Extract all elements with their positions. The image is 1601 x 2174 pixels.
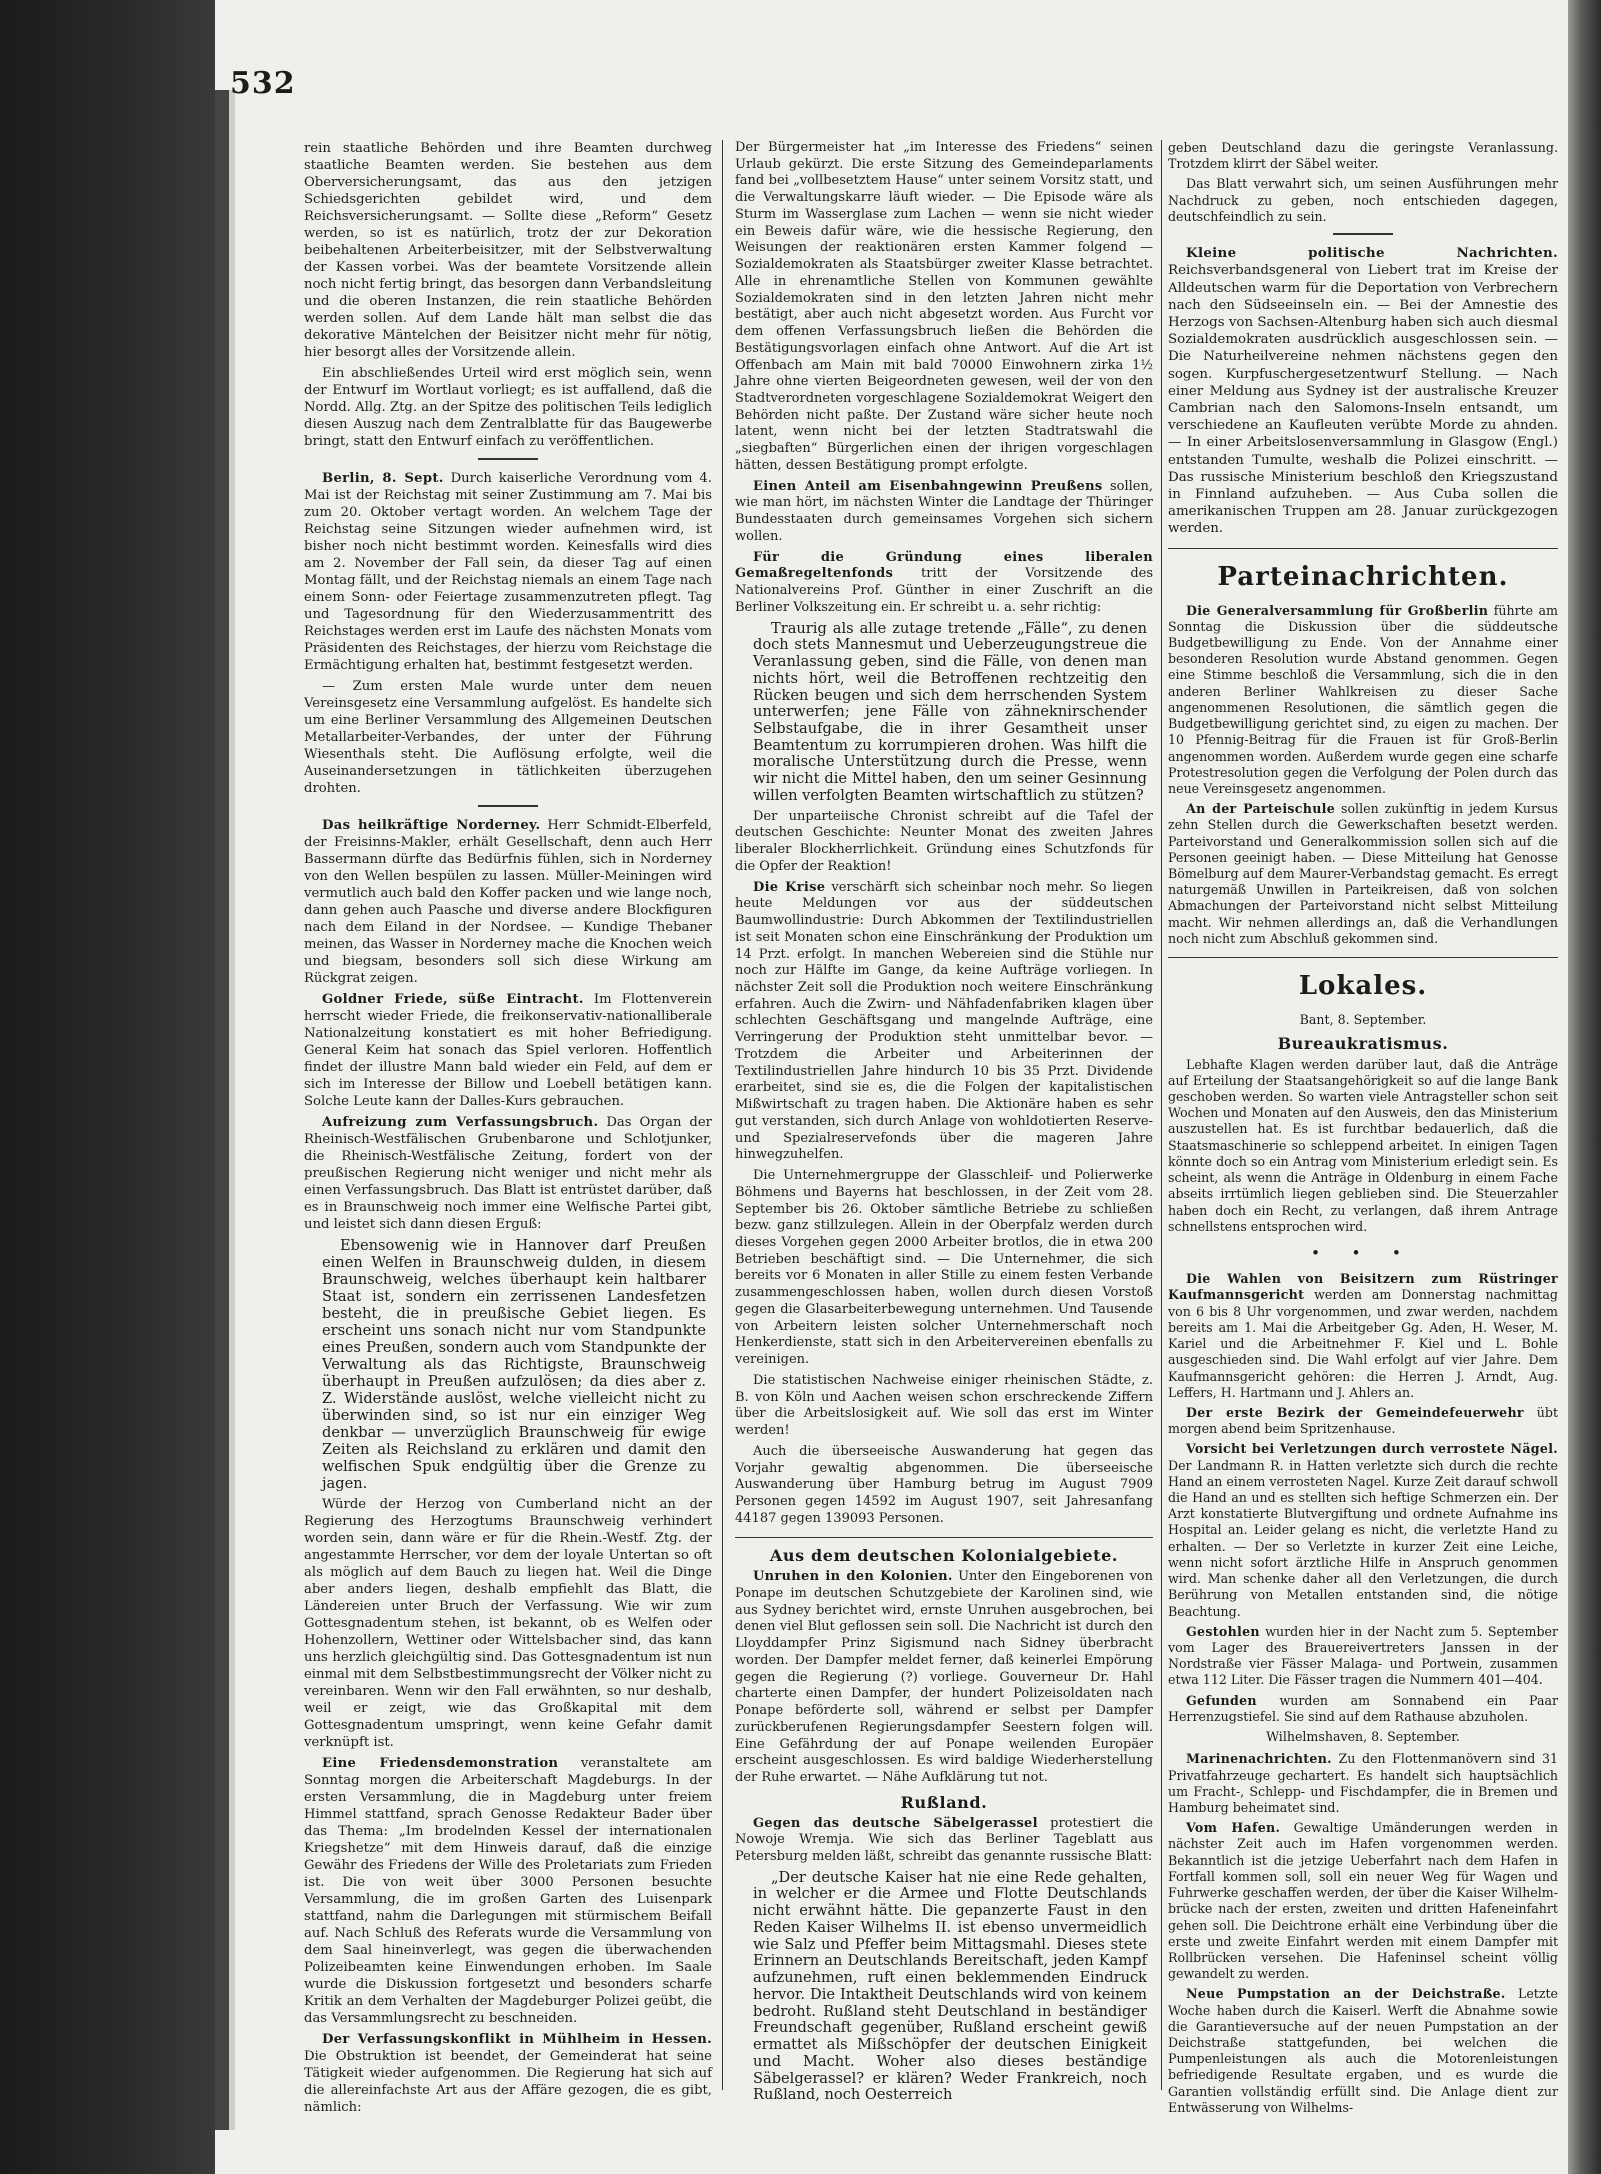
item-text: wurden hier in der Nacht zum 5. September vom Lager des Brauereivertreters Janssen in der Nordstraße vier Fässer Malaga- und Portwein, zusammen etwa 112 Liter. Die Fässer tragen die Nummern 401—404. (1168, 1623, 1558, 1688)
item-lead: Vorsicht bei Verletzungen durch verrostete Nägel. (1186, 1441, 1558, 1457)
item-lead: Gegen das deutsche Säbelgerassel (753, 1815, 1038, 1831)
news-item-wahlen (1168, 1271, 1558, 1401)
item-lead: Aufreizung zum Verfassungsbruch. (322, 1115, 599, 1130)
article-text: Ein abschließendes Urteil wird erst möglich sein, wenn der Entwurf im Wortlaut vorliegt; es ist auffallend, daß die Nordd. Allg. Ztg. an der Spitze des politischen Teils lediglich diesen Auszug nach dem Zentralblatte für das Baugewerbe bringt, statt den Entwurf einfach zu veröffentlichen. (304, 366, 712, 449)
item-text: veranstaltete am Sonntag morgen die Arbeiterschaft Magdeburgs. In der ersten Versammlung, die in Magdeburg unter freiem Himmel stattfand, sprach Genosse Redakteur Bader über das Thema: „Im brodelnden Kessel der internationalen Kriegshetze“ mit dem Hinweis darauf, daß die einzige Gewähr des Friedens der Wille des Proletariats zum Frieden ist. Die von weit über 3000 Personen besuchte Versammlung, die im großen Garten des Luisenpark stattfand, nahm die Darlegungen mit stürmischem Beifall auf. Nach Schluß des Referats wurde die Versammlung von dem Saal hineinverlegt, was gegen die überwachenden Polizeibeamten keine Einwendungen erhoben. Im Saale wurde die Diskussion fortgesetzt und besonders scharfe Kritik an dem Verhalten der Magdeburger Polizei geübt, die das Versammlungsrecht zu beschneiden. (304, 1756, 712, 2026)
column-1 (304, 140, 712, 2120)
item-text: sollen, wie man hört, im nächsten Winter die Landtage der Thüringer Bundesstaaten durch gemeinsames Vorgehen sich sichern wollen. (735, 478, 1153, 544)
separator (1333, 233, 1393, 235)
news-item-naegel (1168, 1441, 1558, 1619)
separator (735, 1537, 1153, 1538)
item-text: Unter den Eingeborenen von Ponape im deutschen Schutzgebiete der Karolinen sind, wie aus Sydney berichtet wird, ernste Unruhen ausgebrochen, bei denen viel Blut geflossen sein soll. Die Nachricht ist durch den Lloyddampfer Prinz Sigismund nach Sidney überbracht worden. Der Dampfer meldet ferner, daß keinerlei Empörung gegen die Regierung (?) vorliege. Gouverneur Dr. Hahl charterte einen Dampfer, der hundert Polizeisoldaten nach Ponape beförderte soll, während er selbst per Dampfer zurückberufenen Regierungsdampfer Seestern folgen will. Eine Gefährdung der auf Ponape weilenden Europäer erscheint ausgeschlossen. Es wird baldige Wiederherstellung der Ruhe erwartet. — Nähe Aufklärung tut not. (735, 1569, 1153, 1786)
item-lead: Neue Pumpstation an der Deichstraße. (1186, 1986, 1506, 2002)
news-item-bezirk (1168, 1405, 1558, 1437)
separator (478, 458, 538, 460)
separator (478, 805, 538, 807)
news-item-anteil (735, 479, 1153, 546)
item-text: Durch kaiserliche Verordnung vom 4. Mai ist der Reichstag mit seiner Zustimmung am 7. Mai bis zum 20. Oktober vertagt worden. An welchem Tage der Reichstag seine Sitzungen wieder aufnehmen wird, ist bisher noch nicht bestimmt worden. Keinesfalls wird dies am 2. November der Fall sein, da dieser Tag auf einen Montag fällt, und der Reichstag niemals an einem Tage nach einem Sonn- oder Feiertage zusammenzutreten pflegt. Tag und Tagesordnung für den Wiederzusammentritt des Reichstages werden erst im Laufe des nächsten Monats vom Präsidenten des Reichstages, der hierzu vom Reichstage die Ermächtigung erhalten hat, bestimmt festgesetzt werden. (304, 471, 712, 673)
news-item-hafen (1168, 1820, 1558, 1982)
news-item-schule (1168, 801, 1558, 947)
news-item-pumpstation (1168, 1986, 1558, 2116)
column-rule-2 (1161, 140, 1162, 2090)
item-lead: Die Krise (753, 879, 826, 895)
article-text: — Zum ersten Male wurde unter dem neuen Vereinsgesetz eine Versammlung aufgelöst. Es handelte sich um eine Berliner Versammlung des Allgemeinen Deutschen Metallarbeiter-Verbandes, der unter der Führung Wiesenthals steht. Die Auflösung erfolgte, weil die Auseinandersetzungen in tätlichkeiten überzugehen drohten. (304, 679, 712, 796)
news-item-kleine (1168, 245, 1558, 537)
item-lead: Der erste Bezirk der Gemeindefeuerwehr (1186, 1404, 1524, 1420)
book-spine (215, 90, 229, 2130)
item-lead: Die Wahlen von Beisitzern zum Rüstringer Kaufmannsgericht (1168, 1271, 1558, 1303)
item-lead: Gestohlen (1186, 1623, 1260, 1639)
dateline-bant: Bant, 8. September. (1299, 1012, 1427, 1028)
item-text: Gewaltige Umänderungen werden in nächster Zeit auch im Hafen vorgenommen werden. Bekanntlich ist die jetzige Ueberfahrt nach dem Hafen in Fortfall kommen soll, soll ein neuer Weg für Wagen und Fuhrwerke geschaffen werden, der über die Kaiser Wilhelm-brücke nach der ersten, zweiten und dritten Hafeneinfahrt gehen soll. Die Deichtrone erhält eine Verbindung über die erste und zweite Einfahrt werden mit einem Dampfer mit Rollbrücken versehen. Die Hafeninsel scheint völlig gewandelt zu werden. (1168, 1820, 1558, 1982)
news-item-aufreizung (304, 1114, 712, 1233)
quote: Traurig als alle zutage tretende „Fälle“, zu denen doch stets Mannesmut und Ueberzeugungstreue die Veranlassung geben, sind die Fälle, von denen man nichts hört, weil die Betroffenen rechtzeitig den Rücken beugen und sich dem herrschenden System unterwerfen; jene Fälle von zähneknirschender Selbstaufgabe, die in ihrer Gesamtheit unser Beamtentum zu korrumpieren drohen. Was hilft die moralische Unterstützung durch die Presse, wenn wir nicht die Mittel haben, den um seiner Gesinnung willen verfolgten Beamten wirtschaftlich zu stützen? (753, 619, 1147, 804)
item-lead: Für die Gründung eines liberalen Gemaßregeltenfonds (735, 549, 1153, 582)
news-item-marine (1168, 1751, 1558, 1816)
article-text: Der unparteiische Chronist schreibt auf die Tafel der deutschen Geschichte: Neunter Monat des zweiten Jahres liberaler Blockherrlichkeit. Gründung eines Schutzfonds für die Opfer der Reaktion! (735, 808, 1153, 874)
news-item-friede (304, 991, 712, 1110)
column-2 (735, 140, 1153, 2108)
item-text: Im Flottenverein herrscht wieder Friede, die freikonservativ-nationalliberale Nationalzeitung konstatiert es mit hoher Befriedigung. General Keim hat sonach das Spiel verloren. Hoffentlich findet der illustre Mann bald wieder ein Feld, auf dem er sich im Interesse der Billow und Loebell betätigen kann. Solche Leute kann der Dalles-Kurs gebrauchen. (304, 992, 712, 1109)
item-lead: Marinenachrichten. (1186, 1751, 1332, 1767)
item-text: Reichsverbandsgeneral von Liebert trat im Kreise der Alldeutschen warm für die Deportation von Verbrechern nach den Südseeinseln ein. — Bei der Amnestie des Herzogs von Sachsen-Altenburg haben sich auch diesmal Sozialdemokraten ausdrücklich ausgeschlossen sein. — Die Naturheilvereine nehmen nächstens gegen den sogen. Kurpfuschergesetzentwurf Stellung. — Nach einer Meldung aus Sydney ist der australische Kreuzer Cambrian nach den Salomons-Inseln entsandt, um verschiedene an Kaufleuten verübte Morde zu ahnden. — In einer Arbeitslosenversammlung in Glasgow (Engl.) entstanden Tumulte, weshalb die Polizei einschritt. — Das russische Ministerium beschloß den Kriegszustand in Finnland aufzuheben. — Aus Cuba sollen die amerikanischen Truppen am 28. Januar zurückgezogen werden. (1168, 263, 1558, 537)
article-text: rein staatliche Behörden und ihre Beamten durchweg staatliche Beamten werden. Sie bestehen aus dem Oberversicherungsamt, das aus den jetzigen Schiedsgerichten gebildet wird, und dem Reichsversicherungsamt. — Sollte diese „Reform“ Gesetz werden, so ist es natürlich, trotz der zur Dekoration beibehaltenen Arbeiterbeisitzer, mit der Selbstverwaltung der Kassen vorbei. Was der beamtete Vorsitzende allein noch nicht fertig bringt, das besorgen dann Verbandsleitung und die oberen Instanzen, die rein staatliche Behörden werden sollen. Auf dem Lande hält man selbst die das dekorative Mäntelchen der Beisitzer nicht mehr für nötig, hier besorgt alles der Vorsitzende allein. (304, 141, 712, 360)
article-text: Lebhafte Klagen werden darüber laut, daß die Anträge auf Erteilung der Staatsangehörigkeit so auf die lange Bank geschoben werden. So warten viele Antragsteller schon seit Wochen und Monaten auf den Ausweis, den das Ministerium auszustellen hat. Es ist furchtbar bedauerlich, daß die Staatsmaschinerie so schleppend arbeitet. In einigen Tagen könnte doch so ein Antrag vom Ministerium erledigt sein. Es scheint, als wenn die Anträge in Oldenburg in einem Fache abseits irrtümlich liegen geblieben sind. Die Steuerzahler haben doch ein Recht, zu verlangen, daß ihrem Antrage schnellstens entsprochen wird. (1168, 1056, 1558, 1234)
item-text: Letzte Woche haben durch die Kaiserl. Werft die Abnahme sowie die Garantieversuche auf der neuen Pumpstation an der Deichstraße stattgefunden, bei welchen die Pumpenleistungen als auch die Motorenleistungen befriedigende Resultate ergaben, und es wurde die Garantien vollständig erfüllt sind. Die Anlage dient zur Entwässerung von Wilhelms- (1168, 1986, 1558, 2115)
item-text: Herr Schmidt-Elberfeld, der Freisinns-Makler, erhält Gesellschaft, denn auch Herr Bassermann dürfte das Bedürfnis fühlen, sich in Norderney von den Wellen bespülen zu lassen. Müller-Meiningen wird vermutlich auch bald den Koffer packen und wie lange noch, dann gehen auch Paasche und diverse andere Blockfiguren nach dem Eiland in der Nordsee. — Kundige Thebaner meinen, das Wasser in Norderney mache die Knochen weich und biegsam, besonders soll sich diese Wirkung am Rückgrat zeigen. (304, 818, 712, 986)
item-lead: Der Verfassungskonflikt in Mühlheim in Hessen. (322, 2032, 712, 2047)
article-heading-bureaukratismus: Bureaukratismus. (1277, 1034, 1449, 1054)
quote: „Der deutsche Kaiser hat nie eine Rede gehalten, in welcher er die Armee und Flotte Deutschlands nicht erwähnt hätte. Die gepanzerte Faust in den Reden Kaiser Wilhelms II. ist ebenso unvermeidlich wie Salz und Pfeffer beim Mittagsmahl. Dieses stete Erinnern an Deutschlands Bereitschaft, jeden Kampf aufzunehmen, ruft einen beklemmenden Eindruck hervor. Die Intaktheit Deutschlands wird von keinem bedroht. Rußland steht Deutschland in beständiger Freundschaft gegenüber, Rußland erscheint gewiß ermattet als Mißschöpfer der deutschen Einigkeit und Macht. Woher also dieses beständige Säbelgerassel? er klären? Weder Frankreich, noch Rußland, noch Oesterreich (753, 1868, 1147, 2104)
section-heading-lokales: Lokales. (1298, 971, 1428, 1002)
item-lead: Das heilkräftige Norderney. (322, 818, 541, 833)
section-heading-russland: Rußland. (900, 1792, 988, 1812)
news-item-grundung (735, 550, 1153, 617)
section-heading-partei: Parteinachrichten. (1217, 561, 1509, 592)
item-lead: Gefunden (1186, 1692, 1257, 1708)
column-rule-1 (722, 140, 723, 2090)
article-text: geben Deutschland dazu die geringste Veranlassung. Trotzdem klirrt der Säbel weiter. (1168, 140, 1558, 172)
news-item-gefunden (1168, 1693, 1558, 1725)
news-item-muehlheim (304, 2031, 712, 2116)
separator (1168, 957, 1558, 958)
news-item-unruhen (735, 1569, 1153, 1787)
scan-right-edge (1568, 0, 1601, 2174)
item-text: verschärft sich scheinbar noch mehr. So liegen heute Meldungen vor aus der süddeutschen Baumwollindustrie: Durch Abkommen der Textilindustriellen ist seit Monaten schon eine Einschränkung der Produktion um 14 Przt. erfolgt. In manchen Webereien sind die Stühle nur noch zur Hälfte im Gange, da keine Aufträge vorliegen. In nächster Zeit soll die Produktion noch weitere Einschränkung erfahren. Auch die Zwirn- und Nähfadenfabriken klagen über schlechten Geschäftsgang und mangelnde Aufträge, eine Verringerung der Produktion steht unmittelbar bevor. — Trotzdem die Arbeiter und Arbeiterinnen der Textilindustriellen Jahre hindurch 10 bis 35 Przt. Dividende erarbeitet, sind sie es, die die Folgen der kapitalistischen Mißwirtschaft zu tragen haben. Die Aktionäre haben es sehr gut verstanden, sich durch Anlage von wohldotierten Reserve- und Spezialreservefonds über die mageren Jahre hinwegzuhelfen. (735, 879, 1154, 1163)
news-item-krise (735, 880, 1153, 1164)
news-item-general (1168, 603, 1558, 798)
news-item-friedensdemo (304, 1755, 712, 2027)
article-text: Das Blatt verwahrt sich, um seinen Ausführungen mehr Nachdruck zu geben, noch entschieden dagegen, deutschfeindlich zu sein. (1168, 176, 1558, 224)
article-text: Würde der Herzog von Cumberland nicht an der Regierung des Herzogtums Braunschweig verhindert worden sein, dann wäre er für die Rhein.-Westf. Ztg. der angestammte Herrscher, vor dem der loyale Untertan so oft als möglich auf dem Bauch zu liegen hat. Weil die Dinge aber anders liegen, deshalb empfiehlt das Blatt, die Ländereien unter Bruch der Verfassung. Wie wir zum Gottesgnadentum stehen, ist bekannt, ob es Welfen oder Hohenzollern, Wettiner oder Wittelsbacher sind, das kann uns herzlich gleichgültig sind. Das Gottesgnadentum ist nun einmal mit dem Selbstbestimmungsrecht der Völker nicht zu vereinbaren. Wenn wir den Fall erwähnten, so nur deshalb, weil er zeigt, wie das Großkapital mit dem Gottesgnadentum umspringt, wenn keine Gefahr damit verknüpft ist. (304, 1497, 712, 1750)
item-text: übt morgen abend beim Spritzenhause. (1168, 1404, 1558, 1437)
quote: Ebensowenig wie in Hannover darf Preußen einen Welfen in Braunschweig dulden, in diesem Braunschweig, welches überhaupt kein haltbarer Staat ist, sondern ein zerrissenen Landesfetzen besteht, die in preußische Gebiet liegen. Es erscheint uns sonach nicht nur vom Standpunkte eines Preußen, sondern auch vom Standpunkte der Verwaltung als das Richtigste, Braunschweig überhaupt in Preußen aufzulösen; da dies aber z. Z. Widerstände auslöst, welche vielleicht nicht zu überwinden sind, so ist nur ein einziger Weg denkbar — unverzüglich Braunschweig für ewige Zeiten als Reichsland zu erklären und damit den welfischen Spuk endgültig über die Grenze zu jagen. (322, 1237, 706, 1492)
news-item-gestohlen (1168, 1624, 1558, 1689)
item-lead: Eine Friedensdemonstration (322, 1756, 559, 1771)
article-text: Die statistischen Nachweise einiger rheinischen Städte, z. B. von Köln und Aachen weisen schon erschreckende Ziffern über die Arbeitslosigkeit auf. Wie soll das erst im Winter werden! (735, 1372, 1153, 1439)
article-text: Die Unternehmergruppe der Glasschleif- und Polierwerke Böhmens und Bayerns hat beschlossen, in der Zeit vom 28. September bis 26. Oktober sämtliche Betriebe zu schließen bezw. ganz stillzulegen. Allein in der Oberpfalz werden durch dieses Vorgehen gegen 2000 Arbeiter brotlos, die in etwa 200 Betrieben beschäftigt sind. — Die Unternehmer, die sich bereits vor 6 Monaten in aller Stille zu einem festen Verbande zusammengeschlossen haben, wollen durch diesen Vorstoß gegen die Glasarbeiterbewegung unternehmen. Und Tausende von Arbeitern leisten solcher Unternehmerschaft noch Henkerdienste, statt sich in den Arbeitervereinen ebenfalls zu vereinigen. (735, 1168, 1153, 1368)
item-lead: Berlin, 8. Sept. (322, 471, 444, 486)
article-text: Auch die überseeische Auswanderung hat gegen das Vorjahr gewaltig abgenommen. Die überseeische Auswanderung über Hamburg betrug im August 7909 Personen gegen 14592 im August 1907, seit Jahresanfang 44187 gegen 139093 Personen. (735, 1443, 1153, 1526)
item-text: Der Landmann R. in Hatten verletzte sich durch die rechte Hand an einem verrosteten Nagel. Kurze Zeit darauf schwoll die Hand an und es stellten sich heftige Schmerzen ein. Der Arzt konstatierte Blutvergiftung und ordnete Aufnahme ins Hospital an. Leider gelang es nicht, die verletzte Hand zu erhalten. — Der so Verletzte in kurzer Zeit eine Leiche, wenn nicht sofort ärztliche Hilfe in Anspruch genommen wird. Man schenke daher all den Verletzungen, die durch Berührung von Metallen entstanden sind, die nötige Beachtung. (1168, 1457, 1558, 1619)
news-item-norderney (304, 817, 712, 987)
item-lead: Einen Anteil am Eisenbahngewinn Preußens (753, 478, 1103, 494)
item-text: Das Organ der Rheinisch-Westfälischen Grubenbarone und Schlotjunker, die Rheinisch-Westfälische Zeitung, fordert von der preußischen Regierung nicht weniger und nicht mehr als einen Verfassungsbruch. Das Blatt ist entrüstet darüber, daß es in Braunschweig noch immer eine Welfische Partei gibt, und leistet sich dann diesen Erguß: (304, 1115, 712, 1232)
section-heading-kolonial: Aus dem deutschen Kolonialgebiete. (769, 1546, 1119, 1566)
item-text: sollen zukünftig in jedem Kursus zehn Stellen durch die Gewerkschaften besetzt werden. Parteivorstand und Generalkommission sollen sich auf die Personen geeinigt haben. — Diese Mitteilung hat Genosse Bömelburg auf dem Maurer-Verbandstag gemacht. Es erregt naturgemäß Unwillen in Parteikreisen, daß von solchen Abmachungen der Parteivorstand nicht selbst Mitteilung macht. Wir nehmen allerdings an, daß die Verhandlungen noch nicht zum Abschluß gekommen sind. (1168, 801, 1558, 946)
item-lead: Goldner Friede, süße Eintracht. (322, 992, 584, 1007)
item-lead: Die Generalversammlung für Großberlin (1186, 602, 1489, 618)
item-text: werden am Donnerstag nachmittag von 6 bis 8 Uhr vorgenommen, und zwar werden, nachdem bereits am 1. Mai die Arbeitgeber Gg. Aden, H. Weser, M. Kariel und die Arbeitnehmer F. Kiel und L. Bohle ausgeschieden sind. Die Wahl erfolgt auf vier Jahre. Dem Kaufmannsgericht gehören: die Herren J. Arndt, Aug. Leffers, H. Hartmann und J. Ahlers an. (1168, 1287, 1558, 1400)
page-number: 532 (230, 66, 296, 101)
item-lead: Unruhen in den Kolonien. (753, 1569, 953, 1585)
item-text: Zu den Flottenmanövern sind 31 Privatfahrzeuge gechartert. Es handelt sich hauptsächlich um Fracht-, Schlepp- und Fischdampfer, die in Bremen und Hamburg beheimatet sind. (1168, 1751, 1558, 1815)
news-item-saebel (735, 1816, 1153, 1866)
item-text: wurden am Sonnabend ein Paar Herrenzugstiefel. Sie sind auf dem Rathause abzuholen. (1168, 1692, 1558, 1724)
column-3 (1168, 140, 1558, 2120)
news-item-berlin (304, 470, 712, 674)
item-lead: Vom Hafen. (1186, 1820, 1281, 1836)
dateline-wilhelmshaven: Wilhelmshaven, 8. September. (1266, 1729, 1460, 1745)
article-text: Der Bürgermeister hat „im Interesse des Friedens“ seinen Urlaub gekürzt. Die erste Sitzung des Gemeindeparlaments fand bei „vollbesetztem Hause“ unter seinem Vorsitz statt, und die Verwaltungskarre läuft wieder. — Die Episode wäre als Sturm im Wasserglase zum Lachen — wenn sie nicht wieder ein Beweis dafür wäre, wie die hessische Regierung, den Weisungen der reaktionären ersten Kammer folgend — Sozialdemokraten als Staatsbürger zweiter Klasse betrachtet. Alle in ehrenamtliche Stellen von Kommunen gewählte Sozialdemokraten sind in den letzten Jahren nicht mehr bestätigt, aber auch nicht abgesetzt worden. Aus Furcht vor dem offenen Verfassungsbruch ließen die Behörden die Bestätigungsvorlagen einfach ohne Antwort. Auf die Art ist Offenbach am Main mit bald 70000 Einwohnern zirka 1½ Jahre ohne vierten Beigeordneten gewesen, weil der von den Stadtverordneten vorgeschlagene Sozialdemokrat Weigert den Behörden nicht paßte. Der Zustand wäre sicher heute noch latent, wenn nicht bei der letzten Stadtratswahl die „siegbaften“ Bürgerlichen einen der ihrigen vorgeschlagen hätten, dessen Bestätigung prompt erfolgte. (735, 140, 1153, 473)
item-text: führte am Sonntag die Diskussion über die süddeutsche Budgetbewilligung zu Ende. Von der Annahme einer besonderen Resolution wurde Abstand genommen. Gegen eine Stimme beschloß die Versammlung, sich die in den anderen Berliner Wahlkreisen zu dieser Sache angenommenen Resolutionen, die sämtlich gegen die Budgetbewilligung gerichtet sind, zu eigen zu machen. Der 10 Pfennig-Beitrag für die Frauen ist für Groß-Berlin angenommen worden. Außerdem wurde gegen eine scharfe Protestresolution gegen die Verfolgung der Polen durch das neue Vereinsgesetz angenommen. (1168, 602, 1558, 796)
item-text: tritt der Vorsitzende des Nationalvereins Prof. Günther in einer Zuschrift an die Berliner Volkszeitung ein. Er schreibt u. a. sehr richtig: (735, 566, 1154, 615)
item-text: Die Obstruktion ist beendet, der Gemeinderat hat seine Tätigkeit wieder aufgenommen. Die Regierung hat sich auf die allereinfachste Art aus der Affäre gezogen, die es gibt, nämlich: (304, 2049, 712, 2115)
page-margin-strip (229, 90, 235, 2130)
item-lead: An der Parteischule (1186, 801, 1336, 817)
separator-dots: • • • (1311, 1244, 1415, 1260)
scan-left-edge (0, 0, 215, 2174)
item-text: protestiert die Nowoje Wremja. Wie sich das Berliner Tageblatt aus Petersburg melden läßt, schreibt das genannte russische Blatt: (735, 1815, 1153, 1864)
item-lead: Kleine politische Nachrichten. (1186, 245, 1558, 262)
separator (1168, 548, 1558, 549)
